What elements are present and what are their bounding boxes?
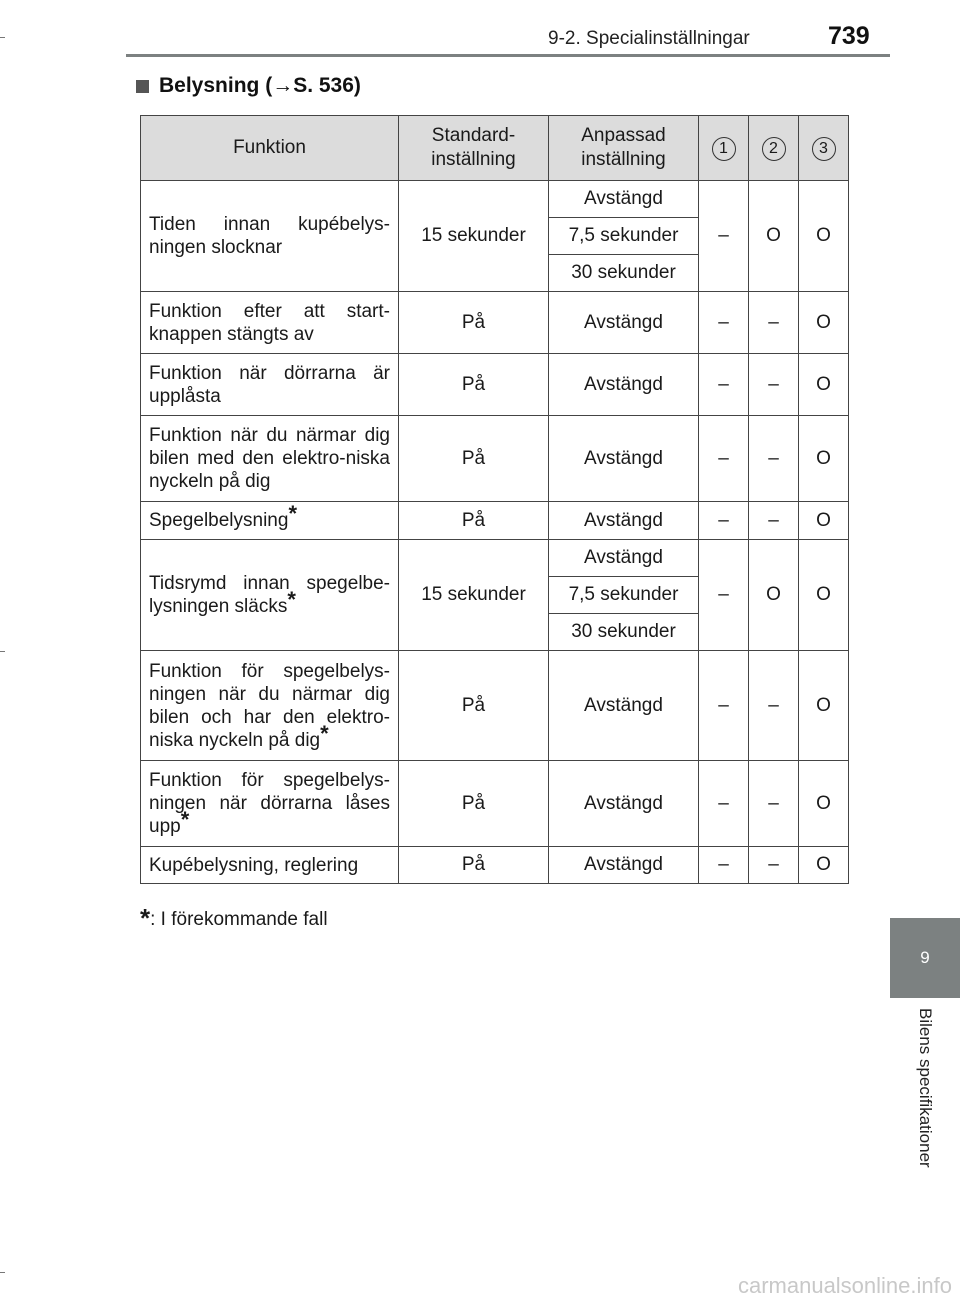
cell-col-1: –	[699, 354, 749, 416]
footnote-star: *	[320, 720, 329, 746]
header-col-3	[799, 116, 849, 181]
cell-custom: Avstängd	[549, 354, 699, 416]
square-bullet-icon	[136, 80, 149, 93]
crop-mark	[0, 1272, 5, 1273]
cell-custom: 7,5 sekunder	[549, 218, 699, 255]
cell-col-3: O	[799, 502, 849, 540]
cell-col-2: –	[749, 651, 799, 761]
table-row	[141, 540, 849, 577]
header-rule	[126, 54, 890, 57]
circled-number-1-icon: 1	[712, 137, 736, 161]
cell-custom: Avstängd	[549, 540, 699, 577]
table-row	[141, 416, 849, 502]
chapter-tab-number[interactable]: 9	[890, 918, 960, 998]
cell-col-2: O	[749, 540, 799, 651]
cell-col-3: O	[799, 761, 849, 847]
cell-custom: Avstängd	[549, 847, 699, 884]
cell-function	[141, 761, 399, 847]
cell-col-1: –	[699, 847, 749, 884]
cell-function	[141, 651, 399, 761]
cell-custom: Avstängd	[549, 181, 699, 218]
right-arrow-icon: →	[272, 74, 294, 97]
cell-col-1: –	[699, 540, 749, 651]
cell-default: 15 sekunder	[399, 540, 549, 651]
table-header-row	[141, 116, 849, 181]
cell-custom: Avstängd	[549, 502, 699, 540]
cell-function	[141, 540, 399, 651]
cell-default: På	[399, 416, 549, 502]
cell-custom: Avstängd	[549, 761, 699, 847]
footnote-star: *	[288, 501, 298, 526]
cell-default: På	[399, 354, 549, 416]
cell-col-1: –	[699, 651, 749, 761]
section-title	[136, 74, 361, 98]
cell-custom: Avstängd	[549, 292, 699, 354]
cell-function: Funktion när du närmar dig bilen med den elektro-niska nyckeln på dig	[141, 416, 399, 502]
cell-col-3: O	[799, 847, 849, 884]
cell-col-3: O	[799, 540, 849, 651]
cell-col-1: –	[699, 761, 749, 847]
header-col-1	[699, 116, 749, 181]
cell-custom: Avstängd	[549, 416, 699, 502]
cell-custom: 30 sekunder	[549, 255, 699, 292]
section-title-text: Belysning (	[159, 74, 273, 97]
chapter-tab-label-text: Bilens specifikationer	[916, 1008, 935, 1168]
table-row	[141, 761, 849, 847]
table-row	[141, 651, 849, 761]
cell-col-3: O	[799, 651, 849, 761]
cell-custom: 7,5 sekunder	[549, 577, 699, 614]
footnote-star: *	[287, 587, 296, 612]
cell-col-2: –	[749, 416, 799, 502]
cell-function: Kupébelysning, reglering	[141, 847, 399, 884]
settings-table	[140, 115, 849, 884]
cell-col-2: O	[749, 181, 799, 292]
cell-function: Funktion när dörrarna är upplåsta	[141, 354, 399, 416]
cell-col-1: –	[699, 416, 749, 502]
table-row	[141, 354, 849, 416]
footnote-star: *	[140, 903, 151, 933]
cell-default: På	[399, 761, 549, 847]
header-custom: Anpassad inställning	[549, 116, 699, 181]
function-text: Funktion för spegelbelys-ningen när du närmar dig bilen och har den elektro-niska nyckeln på dig	[149, 660, 390, 751]
table-row	[141, 502, 849, 540]
chapter-tab-label	[890, 1000, 960, 1210]
function-text: Funktion för spegelbelys-ningen när dörrarna låses upp	[149, 770, 390, 837]
cell-col-1: –	[699, 292, 749, 354]
cell-col-3: O	[799, 354, 849, 416]
cell-function: Tiden innan kupébelys-ningen slocknar	[141, 181, 399, 292]
crop-mark	[0, 37, 5, 38]
cell-col-1: –	[699, 181, 749, 292]
cell-custom: 30 sekunder	[549, 614, 699, 651]
cell-function: Funktion efter att start-knappen stängts av	[141, 292, 399, 354]
cell-default: På	[399, 651, 549, 761]
cell-col-2: –	[749, 502, 799, 540]
table-row	[141, 292, 849, 354]
page-number: 739	[828, 22, 870, 50]
crop-mark	[0, 651, 5, 652]
header-function: Funktion	[141, 116, 399, 181]
cell-col-2: –	[749, 847, 799, 884]
cell-default: På	[399, 847, 549, 884]
footnote-star: *	[180, 807, 190, 832]
cell-col-3: O	[799, 416, 849, 502]
cell-default: På	[399, 502, 549, 540]
cell-function	[141, 502, 399, 540]
circled-number-3-icon: 3	[812, 137, 836, 161]
cell-col-3: O	[799, 292, 849, 354]
function-text: Spegelbelysning	[149, 510, 289, 531]
cell-col-1: –	[699, 502, 749, 540]
footnote	[140, 903, 328, 934]
cell-col-2: –	[749, 354, 799, 416]
header-col-2	[749, 116, 799, 181]
circled-number-2-icon: 2	[762, 137, 786, 161]
cell-col-3: O	[799, 181, 849, 292]
table-row	[141, 181, 849, 218]
table-row	[141, 847, 849, 884]
header-section-title: 9-2. Specialinställningar	[548, 28, 750, 49]
function-text: Tidsrymd innan spegelbe-lysningen släcks	[149, 573, 390, 617]
cell-col-2: –	[749, 292, 799, 354]
header-default: Standard- inställning	[399, 116, 549, 181]
watermark: carmanualsonline.info	[737, 1273, 952, 1298]
cell-default: 15 sekunder	[399, 181, 549, 292]
cell-col-2: –	[749, 761, 799, 847]
section-page-ref[interactable]: S. 536)	[293, 74, 361, 97]
cell-custom: Avstängd	[549, 651, 699, 761]
cell-default: På	[399, 292, 549, 354]
footnote-text: : I förekommande fall	[150, 909, 328, 930]
